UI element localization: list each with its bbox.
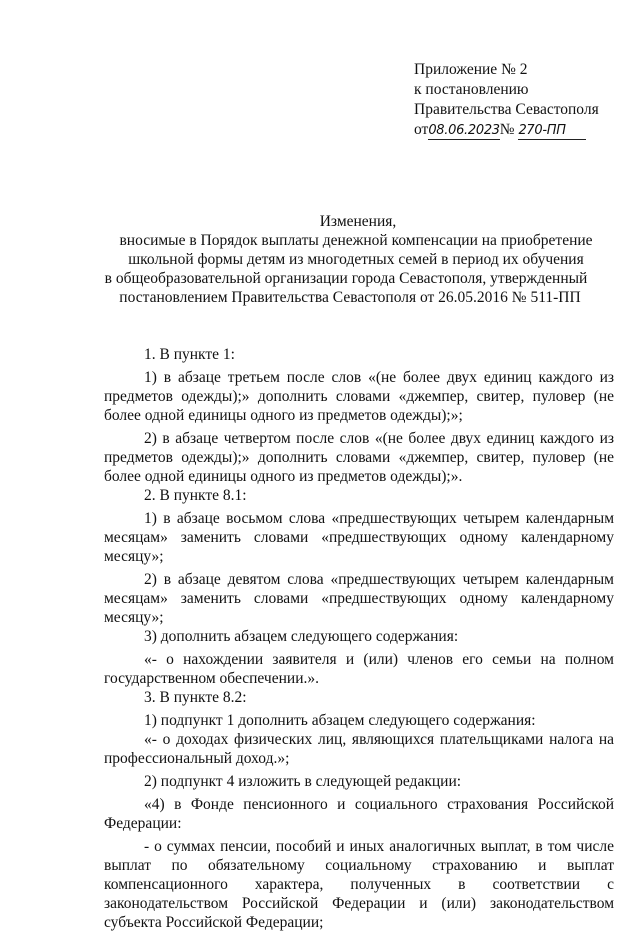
appendix-number: Приложение № 2 (414, 61, 528, 78)
paragraph-3-2: 2) подпункт 4 изложить в следующей редакции: (144, 773, 462, 790)
paragraph-2-2: 2) в абзаце девятом слова «предшествующих четырем календарным месяцам» заменить словами «предшествующих одному календарному месяцу»; (104, 571, 614, 626)
appendix-government: Правительства Севастополя (414, 101, 599, 118)
appendix-date-line (414, 120, 629, 140)
handwritten-date: 08.06.2023 (428, 123, 500, 138)
paragraph-2-3-text: «- о нахождении заявителя и (или) членов его семьи на полном государственном обеспечении.». (104, 651, 614, 687)
paragraph-3-1-text: «- о доходах физических лиц, являющихся плательщиками налога на профессиональный доход.»; (104, 731, 614, 767)
paragraph-item-2: 2. В пункте 8.1: (144, 487, 247, 504)
paragraph-2-1: 1) в абзаце восьмом слова «предшествующих четырем календарным месяцам» заменить словами «предшествующих одному календарному месяцу»; (104, 510, 614, 565)
title-line-2: школьной формы детям из многодетных семей в период их обучения (128, 251, 584, 268)
paragraph-2-3: 3) дополнить абзацем следующего содержания: (144, 628, 459, 645)
paragraph-item-3: 3. В пункте 8.2: (144, 689, 247, 706)
appendix-block (414, 60, 629, 140)
paragraph-1-2: 2) в абзаце четвертом после слов «(не более двух единиц каждого из предметов одежды);» дополнить словами «джемпер, свитер, пуловер (не более одной единицы одного из предметов одежды);». (104, 430, 614, 485)
appendix-resolution-label: к постановлению (414, 81, 529, 98)
title-heading: Изменения, (319, 213, 397, 230)
document-title (96, 212, 616, 307)
title-line-1: вносимые в Порядок выплаты денежной компенсации на приобретение (119, 232, 593, 249)
paragraph-3-2-list-item: - о суммах пенсии, пособий и иных аналогичных выплат, в том числе выплат по обязательному социальному страхованию и выплат компенсационного характера, полученных в соответствии с законодательством Российской Федерации и (или) законодательством субъекта Российской Федерации; (104, 838, 614, 931)
title-line-4: постановлением Правительства Севастополя от 26.05.2016 № 511-ПП (119, 289, 581, 306)
date-prefix: от (414, 121, 429, 138)
paragraph-1-1: 1) в абзаце третьем после слов «(не более двух единиц каждого из предметов одежды);» дополнить словами «джемпер, свитер, пуловер (не более одной единицы одного из предметов одежды);»; (104, 369, 614, 424)
document-body (104, 345, 614, 932)
paragraph-3-1: 1) подпункт 1 дополнить абзацем следующего содержания: (144, 712, 536, 729)
paragraph-3-2-text: «4) в Фонде пенсионного и социального страхования Российской Федерации: (104, 796, 614, 832)
number-prefix: № (499, 121, 515, 138)
paragraph-item-1: 1. В пункте 1: (144, 346, 235, 363)
title-line-3: в общеобразовательной организации города Севастополя, утвержденный (104, 270, 588, 287)
handwritten-number: 270-ПП (518, 123, 586, 140)
